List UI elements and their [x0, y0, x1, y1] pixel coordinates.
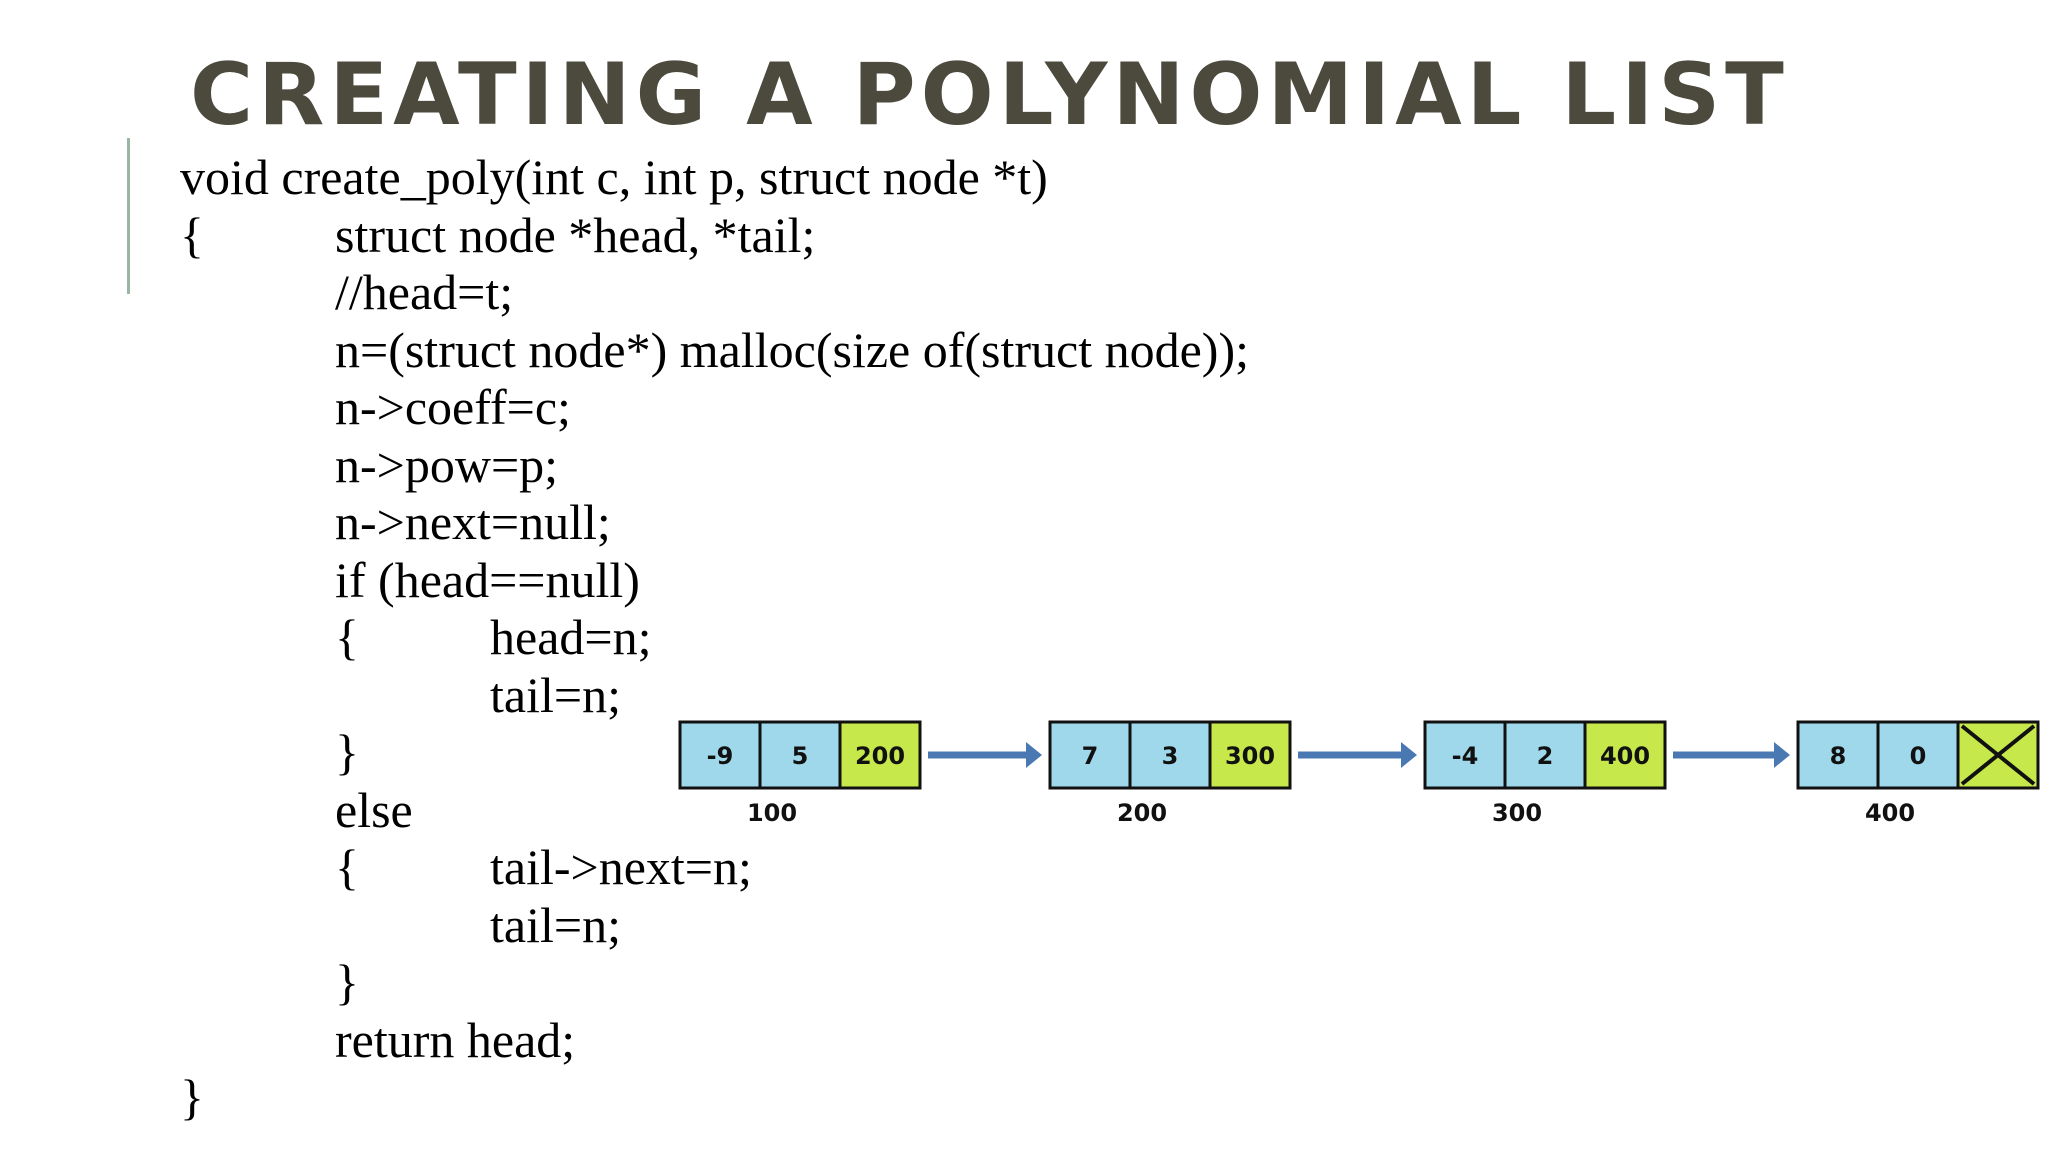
node-address-label: 100 — [746, 799, 798, 827]
node-coeff-value: -9 — [706, 742, 734, 770]
code-line: n->next=null; — [335, 494, 611, 550]
code-line: void create_poly(int c, int p, struct node *t) — [180, 149, 1048, 205]
node-coeff-value: 7 — [1081, 742, 1099, 770]
code-open-brace: { — [180, 206, 204, 263]
code-line: //head=t; — [335, 264, 514, 320]
code-line: head=n; — [490, 609, 652, 665]
code-open-brace: { — [335, 609, 359, 665]
code-line: struct node *head, *tail; — [335, 206, 816, 263]
node-address-label: 300 — [1491, 799, 1543, 827]
node-pow-value: 2 — [1536, 742, 1554, 770]
code-line: tail=n; — [490, 666, 621, 723]
node-coeff-value: -4 — [1451, 742, 1479, 770]
node-next-value: 400 — [1599, 742, 1651, 770]
code-line: if (head==null) — [335, 551, 640, 608]
code-line: } — [335, 954, 359, 1010]
code-line: n=(struct node*) malloc(size of(struct node)); — [335, 321, 1249, 378]
code-open-brace: { — [335, 839, 359, 895]
arrowhead-icon — [1774, 742, 1790, 768]
node-coeff-value: 8 — [1829, 742, 1847, 770]
slide-title: CREATING A POLYNOMIAL LIST — [190, 45, 1789, 145]
code-line: tail->next=n; — [490, 839, 752, 895]
code-line: return head; — [335, 1011, 576, 1068]
code-line: n->coeff=c; — [335, 379, 571, 435]
node-address-label: 400 — [1864, 799, 1916, 827]
code-line: } — [180, 1069, 204, 1125]
node-pow-value: 3 — [1161, 742, 1179, 770]
code-line: n->pow=p; — [335, 436, 559, 493]
node-pow-value: 0 — [1909, 742, 1927, 770]
code-line: else — [335, 781, 413, 838]
code-line: } — [335, 724, 359, 780]
node-address-label: 200 — [1116, 799, 1168, 827]
node-next-value: 200 — [854, 742, 906, 770]
arrowhead-icon — [1026, 742, 1042, 768]
code-line: tail=n; — [490, 896, 621, 953]
node-pow-value: 5 — [791, 742, 809, 770]
arrowhead-icon — [1401, 742, 1417, 768]
node-next-value: 300 — [1224, 742, 1276, 770]
